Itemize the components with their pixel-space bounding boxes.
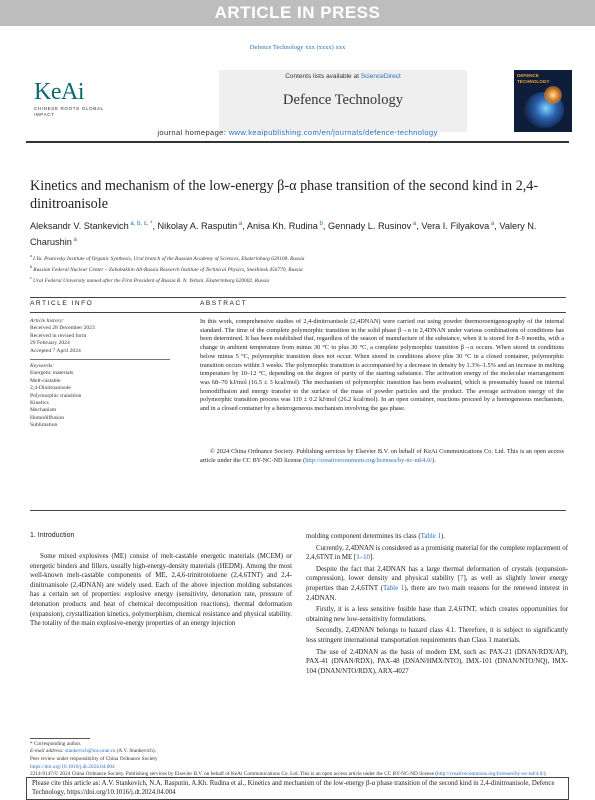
article-info-heading: ARTICLE INFO — [30, 300, 94, 307]
intro-left-column — [30, 552, 292, 631]
keyword-item: Energetic materials — [30, 370, 74, 377]
section-rule-top — [30, 297, 566, 298]
author-name[interactable]: Aleksandr V. Stankevich — [30, 221, 129, 232]
introduction-heading: 1. Introduction — [30, 532, 75, 539]
intro-paragraph-5: Secondly, 2,4DNAN belongs to hazard class 4.1. Therefore, it is subject to significantly less stringent international transportation requirements than Class 1 materials. — [306, 627, 568, 644]
history-item: Received 28 December 2023 — [30, 325, 95, 332]
author-separator: , — [322, 221, 328, 232]
table-1-link-2[interactable]: Table 1 — [382, 584, 405, 592]
author-name[interactable]: Gennady L. Rusinov — [327, 221, 412, 232]
keyword-list — [30, 370, 170, 429]
history-item: 29 February 2024 — [30, 340, 70, 347]
journal-cover-image[interactable] — [514, 70, 572, 132]
doi-link[interactable]: https://doi.org/10.1016/j.dt.2024.04.004 — [30, 764, 115, 770]
affiliation-marker: c — [30, 275, 34, 281]
intro-paragraph-2: Currently, 2,4DNAN is considered as a promising material for the complete replacement of 2,4,6TNT in ME [1–10]. — [306, 544, 568, 562]
citation-box: Please cite this article as: A.V. Stankevich, N.A. Rasputin, A.Kh. Rudina et al., Kinetics and mechanism of the low-energy β-α phase transition of the second kind in 2,4-dinitroanisole, Defence Technology, https://doi.org/10.1016/j.dt.2024.04.004 — [26, 777, 569, 800]
keyword-item: 2,4-Dinitroanisole — [30, 385, 71, 392]
abstract-copyright: © 2024 China Ordnance Society. Publishing services by Elsevier B.V. on behalf of KeAi Communications Co. Ltd. This is an open access article under the CC BY-NC-ND license (http://creativecommons.org/licenses/by-nc-nd/4.0/). — [200, 448, 564, 464]
info-divider — [30, 359, 170, 360]
cover-art-flare — [544, 86, 562, 104]
issn-line: 2214-9147/© 2024 China Ordnance Society. Publishing services by Elsevier B.V. on behalf of KeAi Communications Co. Ltd. This is an open access article under the CC BY-NC-ND license (http://creativecommons.org/licenses/by-nc-nd/4.0/). — [30, 771, 547, 777]
keywords-label: Keywords: — [30, 363, 55, 370]
author-separator: , — [416, 221, 422, 232]
affiliation-text: Russian Federal Nuclear Center – Zababakhin All-Russia Research Institute of Technical Physics, Snezhinsk 456770, Russia — [33, 267, 303, 273]
author-name[interactable]: Vera I. Filyakova — [421, 221, 490, 232]
intro-right-column — [306, 532, 568, 678]
email-note: E-mail address: stankevich@ios.uran.ru (A.V. Stankevich). — [30, 748, 156, 755]
intro-paragraph-6: The use of 2,4DNAN as the basis of modern EM, such as: PAX-21 (DNAN/RDX/AP), PAX-41 (DNAN/RDX), PAX-48 (DNAN/HMX/NTO), IMX-101 (DNAN/NTO/NQ), IMX-104 (DNAN/NTO/RDX), ARX-4027 — [306, 648, 568, 675]
author-separator: , — [494, 221, 500, 232]
keyword-item: Mechanism — [30, 407, 57, 414]
intro-paragraph-3: Despite the fact that 2,4DNAN has a large thermal deformation of crystals (expansion-compression), lower density and physical stability [7], as well as slightly lower energy properties than 2,4,6TNT (Table 1), there are two main reasons for the renewed interest in 2,4DNAN. — [306, 565, 569, 602]
author-affiliation-marker[interactable]: a — [237, 221, 243, 227]
author-separator: , — [242, 221, 247, 232]
journal-masthead-box — [219, 70, 467, 132]
history-label: Article history: — [30, 318, 65, 324]
contents-line: Contents lists available at ScienceDirect — [285, 73, 401, 80]
keyword-item: Sublimation — [30, 422, 58, 429]
footnotes — [30, 741, 280, 763]
abstract-text: In this work, comprehensive studies of 2,4-dinitroanisole (2,4DNAN) were carried out using powder thermoroentgenography of the internal standard. The time of the complete polymorphic transition in the solid phase β→α in 2,4DNAN under various combinations of conditions has been determined. It has been established that, regardless of the season of manufacture of the substance, when it is stored for 8–9 months, with a change in ambient temperature from minus 30 °C to plus 30 °C, a complete polymorphic transition β→α occurs. When stored in conditions below minus 5 °C, polymorphic transition does not occur. When stored in conditions above plus 30 °C in a closed container, polymorphic transition occurs within 3 weeks. The polymorphic transition is accompanied by a decrease in density by 1.3%–1.5% and an increase in melting temperature by 10–12 °C, depending on the degree of purity of the starting substance. The activation energy of the molecular rearrangement was 68–70 kJ/mol (16.5 ± 3 kcal/mol). The mechanism of polymorphic transition has been evaluated, which is presumably based on internal homodiffusion and energy transfer to the surface of the mass of powder particles and the product. The average activation energy of the polymorphic transition process was 110 ± 0.2 kJ/mol (26.2 kcal/mol). In an open container, reactions proceed by a homogeneous mechanism, and in a closed container by a heterogeneous mechanism involving the gas phase. — [200, 318, 564, 413]
journal-reference[interactable]: Defence Technology xxx (xxxx) xxx — [249, 44, 346, 51]
article-info-panel — [30, 318, 170, 430]
keai-logo-text: KeAi — [34, 79, 84, 105]
affiliation-item — [30, 263, 570, 274]
ref-7-link[interactable]: 7 — [460, 575, 464, 583]
affiliation-text: Ural Federal University named after the First President of Russia B. N. Yeltsin, Ekaterinburg 620002, Russia — [33, 278, 270, 285]
license-link[interactable]: http://creativecommons.org/licenses/by-nc-nd/4.0/ — [305, 456, 433, 464]
journal-title: Defence Technology — [283, 92, 403, 108]
keyword-item: Kinetics — [30, 400, 49, 407]
affiliation-marker: a — [30, 253, 34, 258]
history-item: Received in revised form — [30, 332, 87, 339]
author-name[interactable]: Anisa Kh. Rudina — [246, 221, 318, 232]
email-link[interactable]: stankevich@ios.uran.ru — [65, 748, 116, 755]
author-affiliation-marker[interactable]: a — [71, 236, 77, 243]
ref-1-10-link[interactable]: 1–10 — [356, 554, 370, 562]
keai-tagline: CHINESE ROOTS GLOBAL IMPACT — [34, 106, 104, 117]
history-list — [30, 325, 170, 355]
author-list — [30, 218, 570, 249]
keyword-item: Melt-castable — [30, 377, 61, 384]
author-separator: , — [152, 221, 158, 232]
intro-paragraph-4: Firstly, it is a less sensitive fusible base than 2,4,6TNT, which creates opportunities for obtaining new low-sensitivity formulations. — [306, 606, 568, 623]
header-rule — [26, 141, 569, 143]
affiliation-list — [30, 252, 570, 286]
keyword-item: Homodiffusion — [30, 414, 65, 421]
article-title: Kinetics and mechanism of the low-energy β-α phase transition of the second kind in 2,4-dinitroanisole — [30, 178, 539, 212]
author-affiliation-marker[interactable]: a — [411, 221, 417, 227]
author-name[interactable]: Nikolay A. Rasputin — [157, 221, 238, 232]
section-rule-bottom — [30, 510, 566, 511]
table-1-link[interactable]: Table 1 — [420, 533, 442, 540]
keyword-item: Polymorphic transition — [30, 392, 82, 399]
article-in-press-banner: ARTICLE IN PRESS — [0, 0, 595, 26]
journal-homepage: journal homepage: www.keaipublishing.com/en/journals/defence-technology — [157, 128, 438, 137]
author-affiliation-marker[interactable]: a — [489, 221, 495, 227]
section-rule-under-heading — [30, 312, 566, 313]
author-name[interactable]: Valery N. Charushin — [30, 221, 537, 247]
intro-paragraph-1: Some mixed explosives (ME) consist of melt-castable energetic materials (MCEM) or energetic binders and fillers, usually high-energy-density materials (HEDM). Among the most well-known melt-castable components of ME, 2,4,6-trinitrotoluene (2,4,6TNT) and 2,4-dinitroanisole (2,4DNAN) are widely used. Each of the above injection molding substances has a certain set of properties: explosive energy (sensitivity, detonation rate, pressure of detonation products and heat of chemical decomposition reactions), thermal deformation (expansion), crystallization kinetics, polymorphism, chemical resistance and physical stability. The totality of the main explosive-energy properties of an energy injection — [30, 553, 292, 628]
sciencedirect-link[interactable]: ScienceDirect — [360, 73, 401, 80]
affiliation-item — [30, 274, 570, 285]
affiliation-item — [30, 252, 570, 263]
affiliation-marker: b — [30, 264, 34, 270]
author-affiliation-marker[interactable]: a, b, c, * — [128, 221, 153, 227]
footnote-rule — [30, 738, 90, 739]
homepage-link[interactable]: www.keaipublishing.com/en/journals/defence-technology — [228, 128, 438, 137]
affiliation-text: I.Ya. Postovsky Institute of Organic Synthesis, Ural branch of the Russian Academy of Sciences, Ekaterinburg 620108, Russia — [33, 255, 305, 262]
corresponding-author-note: * Corresponding author. — [30, 741, 82, 747]
author-affiliation-marker[interactable]: b — [317, 221, 323, 227]
peer-review-note: Peer review under responsibility of China Ordnance Society — [30, 755, 158, 762]
abstract-heading: ABSTRACT — [200, 300, 248, 307]
intro-paragraph-cont: molding component determines its class (Table 1). — [306, 533, 446, 540]
history-item: Accepted 7 April 2024 — [30, 347, 81, 354]
keai-logo[interactable] — [34, 80, 104, 118]
cover-title: DEFENCE TECHNOLOGY — [517, 73, 550, 84]
bottom-license-link[interactable]: http://creativecommons.org/licenses/by-nc-nd/4.0/ — [437, 771, 544, 777]
